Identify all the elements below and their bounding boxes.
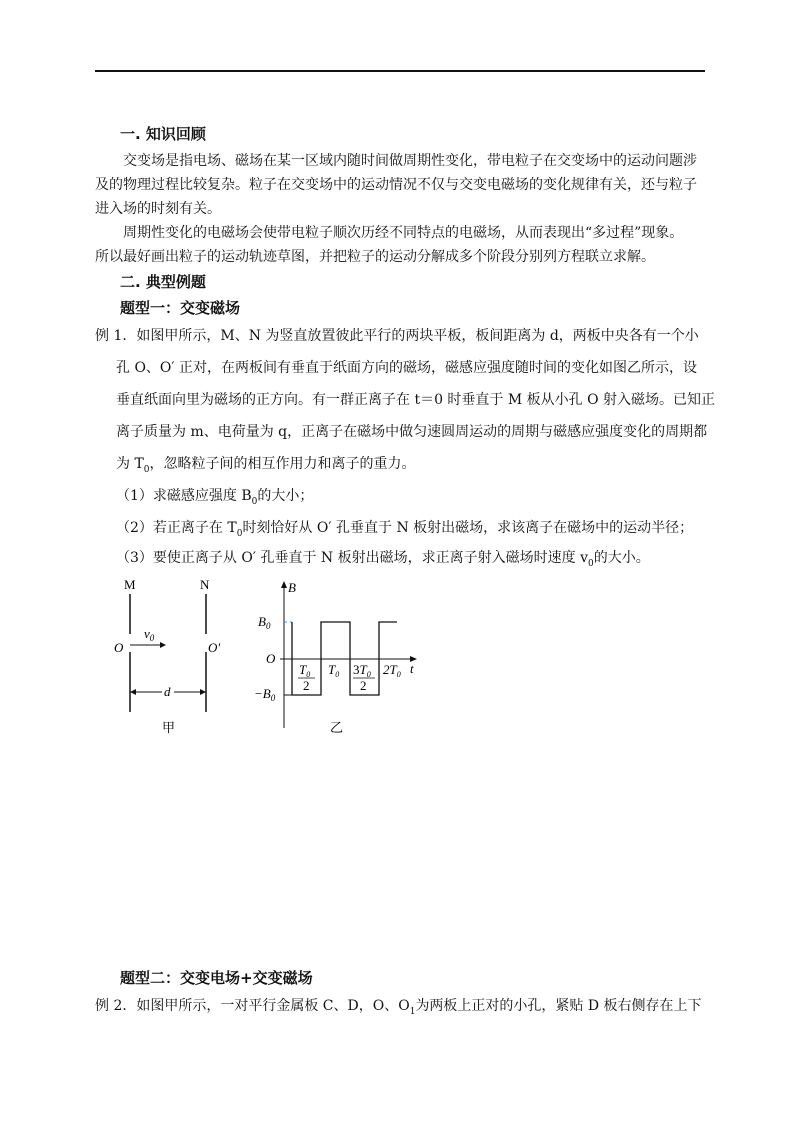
velocity-arrowhead [160, 642, 166, 648]
label-O: O [114, 640, 124, 655]
subheading-type2: 题型二：交变电场+交变磁场 [120, 969, 313, 987]
example1-line: 垂直纸面向里为磁场的正方向。有一群正离子在 t＝0 时垂直于 M 板从小孔 O 射入磁场。已知正 [116, 392, 716, 408]
label-O-prime: O′ [208, 640, 221, 655]
label-N: N [200, 577, 210, 592]
label-t: t [410, 661, 414, 676]
caption-jia: 甲 [162, 720, 176, 735]
example1-line: 孔 O、O′ 正对，在两板间有垂直于纸面方向的磁场，磁感应强度随时间的变化如图乙所示，设 [116, 360, 698, 376]
paragraph-line: 及的物理过程比较复杂。粒子在交变场中的运动情况不仅与交变电磁场的变化规律有关，还与粒子 [95, 177, 697, 193]
example2-line: 例 2．如图甲所示，一对平行金属板 C、D，O、$O_1$为两板上正对的小孔，紧贴 D 板右侧存在上下 [95, 998, 702, 1017]
b-axis-arrowhead [281, 581, 287, 588]
distance-arrowhead-right [200, 689, 206, 695]
subheading-type1: 题型一：交变磁场 [120, 299, 241, 317]
tick-3T0-over-2-den: 2 [360, 678, 367, 693]
paragraph-line: 周期性变化的电磁场会使带电粒子顺次历经不同特点的电磁场，从而表现出“多过程”现象。 [123, 225, 684, 241]
tick-2T0: $2T_0$ [383, 662, 401, 679]
header-rule [95, 70, 705, 72]
caption-yi: 乙 [330, 720, 344, 735]
example1-line: 例 1．如图甲所示，M、N 为竖直放置彼此平行的两块平板，板间距离为 d，两板中央各有一个小 [95, 328, 699, 344]
question-3: （3）要使正离子从 O′ 孔垂直于 N 板射出磁场，求正离子射入磁场时速度 $v_0$的大小。 [116, 550, 650, 569]
label-v0: $v_0$ [144, 626, 155, 643]
tick-3T0-over-2-num: $3T_0$ [353, 662, 371, 679]
figure-yi [252, 578, 432, 743]
label-origin: O [266, 651, 276, 666]
label-B: B [288, 580, 296, 595]
example1-line: 为 $T_0$，忽略粒子间的相互作用力和离子的重力。 [116, 456, 416, 475]
distance-arrowhead-left [130, 689, 136, 695]
label-B0: $B_0$ [258, 614, 271, 631]
label-d: d [164, 684, 171, 699]
paragraph-line: 交变场是指电场、磁场在某一区域内随时间做周期性变化，带电粒子在交变场中的运动问题涉 [123, 153, 697, 169]
example1-line: 离子质量为 m、电荷量为 q，正离子在磁场中做匀速圆周运动的周期与磁感应强度变化的周期都 [116, 424, 708, 440]
question-1: （1）求磁感应强度 $B_0$的大小； [116, 488, 314, 507]
tick-T0: $T_0$ [328, 662, 340, 679]
label-M: M [124, 577, 136, 592]
tick-T0-over-2-num: $T_0$ [299, 662, 311, 679]
question-2: （2）若正离子在 $T_0$时刻恰好从 O′ 孔垂直于 N 板射出磁场，求该离子在磁场中的运动半径； [116, 520, 694, 539]
paragraph-line: 进入场的时刻有关。 [95, 201, 221, 217]
label-neg-B0: $-B_0$ [254, 686, 276, 703]
tick-T0-over-2-den: 2 [303, 678, 310, 693]
section-heading-knowledge-review: 一. 知识回顾 [120, 125, 206, 143]
figure-jia [110, 572, 230, 742]
section-heading-examples: 二. 典型例题 [120, 273, 206, 291]
paragraph-line: 所以最好画出粒子的运动轨迹草图，并把粒子的运动分解成多个阶段分别列方程联立求解。 [95, 249, 655, 265]
